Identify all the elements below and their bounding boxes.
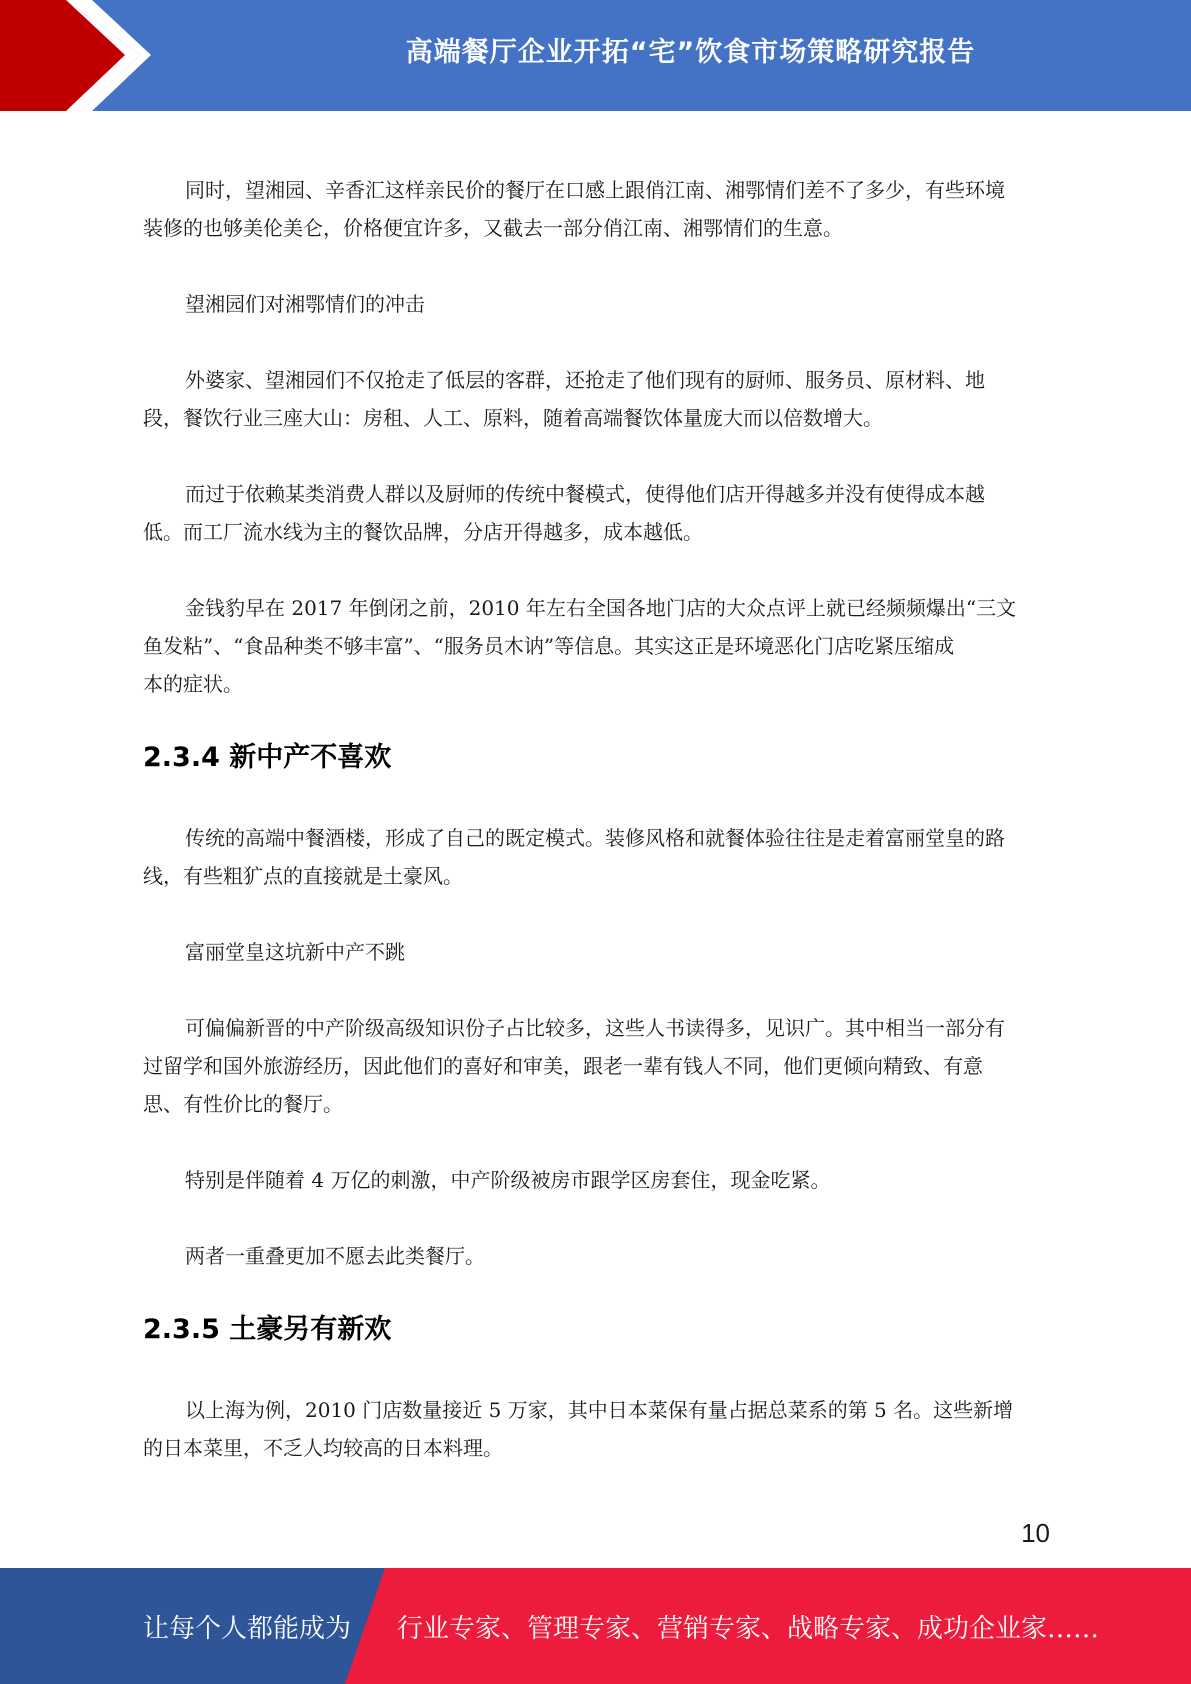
paragraph-line: 特别是伴随着 4 万亿的刺激，中产阶级被房市跟学区房套住，现金吃紧。 xyxy=(185,1168,831,1192)
paragraph-line: 线，有些粗犷点的直接就是土豪风。 xyxy=(143,864,463,888)
paragraph-line: 本的症状。 xyxy=(143,672,243,696)
paragraph-line: 金钱豹早在 2017 年倒闭之前，2010 年左右全国各地门店的大众点评上就已经频频爆出“三文 xyxy=(185,596,1017,620)
paragraph-line: 可偏偏新晋的中产阶级高级知识份子占比较多，这些人书读得多，见识广。其中相当一部分有 xyxy=(185,1016,1005,1040)
page-footer xyxy=(0,1568,1191,1684)
page-header xyxy=(0,0,1191,111)
paragraph-line: 低。而工厂流水线为主的餐饮品牌，分店开得越多，成本越低。 xyxy=(143,520,703,544)
paragraph-line: 的日本菜里，不乏人均较高的日本料理。 xyxy=(143,1436,503,1460)
paragraph-line: 望湘园们对湘鄂情们的冲击 xyxy=(185,292,425,316)
page-number: 10 xyxy=(1021,1518,1050,1548)
paragraph-line: 段，餐饮行业三座大山：房租、人工、原料，随着高端餐饮体量庞大而以倍数增大。 xyxy=(143,406,883,430)
footer-roles: 行业专家、管理专家、营销专家、战略专家、成功企业家…… xyxy=(397,1614,1100,1644)
paragraph-line: 同时，望湘园、辛香汇这样亲民价的餐厅在口感上跟俏江南、湘鄂情们差不了多少，有些环境 xyxy=(185,178,1005,202)
paragraph-line: 装修的也够美伦美仑，价格便宜许多，又截去一部分俏江南、湘鄂情们的生意。 xyxy=(143,216,843,240)
paragraph-line: 传统的高端中餐酒楼，形成了自己的既定模式。装修风格和就餐体验往往是走着富丽堂皇的路 xyxy=(185,826,1005,850)
section-heading-2-3-4: 2.3.4 新中产不喜欢 xyxy=(143,742,392,773)
paragraph-line: 富丽堂皇这坑新中产不跳 xyxy=(185,940,405,964)
section-heading-2-3-5: 2.3.5 土豪另有新欢 xyxy=(143,1314,392,1345)
paragraph-line: 鱼发粘”、“食品种类不够丰富”、“服务员木讷”等信息。其实这正是环境恶化门店吃紧压缩成 xyxy=(143,634,955,658)
paragraph-line: 以上海为例，2010 门店数量接近 5 万家，其中日本菜保有量占据总菜系的第 5 名。这些新增 xyxy=(185,1398,1014,1422)
document-title: 高端餐厅企业开拓“宅”饮食市场策略研究报告 xyxy=(405,37,976,68)
footer-slogan: 让每个人都能成为 xyxy=(143,1614,352,1644)
paragraph-line: 而过于依赖某类消费人群以及厨师的传统中餐模式，使得他们店开得越多并没有使得成本越 xyxy=(185,482,985,506)
paragraph-line: 外婆家、望湘园们不仅抢走了低层的客群，还抢走了他们现有的厨师、服务员、原材料、地 xyxy=(185,368,985,392)
paragraph-line: 思、有性价比的餐厅。 xyxy=(143,1092,343,1116)
paragraph-line: 两者一重叠更加不愿去此类餐厅。 xyxy=(185,1244,485,1268)
paragraph-line: 过留学和国外旅游经历，因此他们的喜好和审美，跟老一辈有钱人不同，他们更倾向精致、有意 xyxy=(143,1054,983,1078)
